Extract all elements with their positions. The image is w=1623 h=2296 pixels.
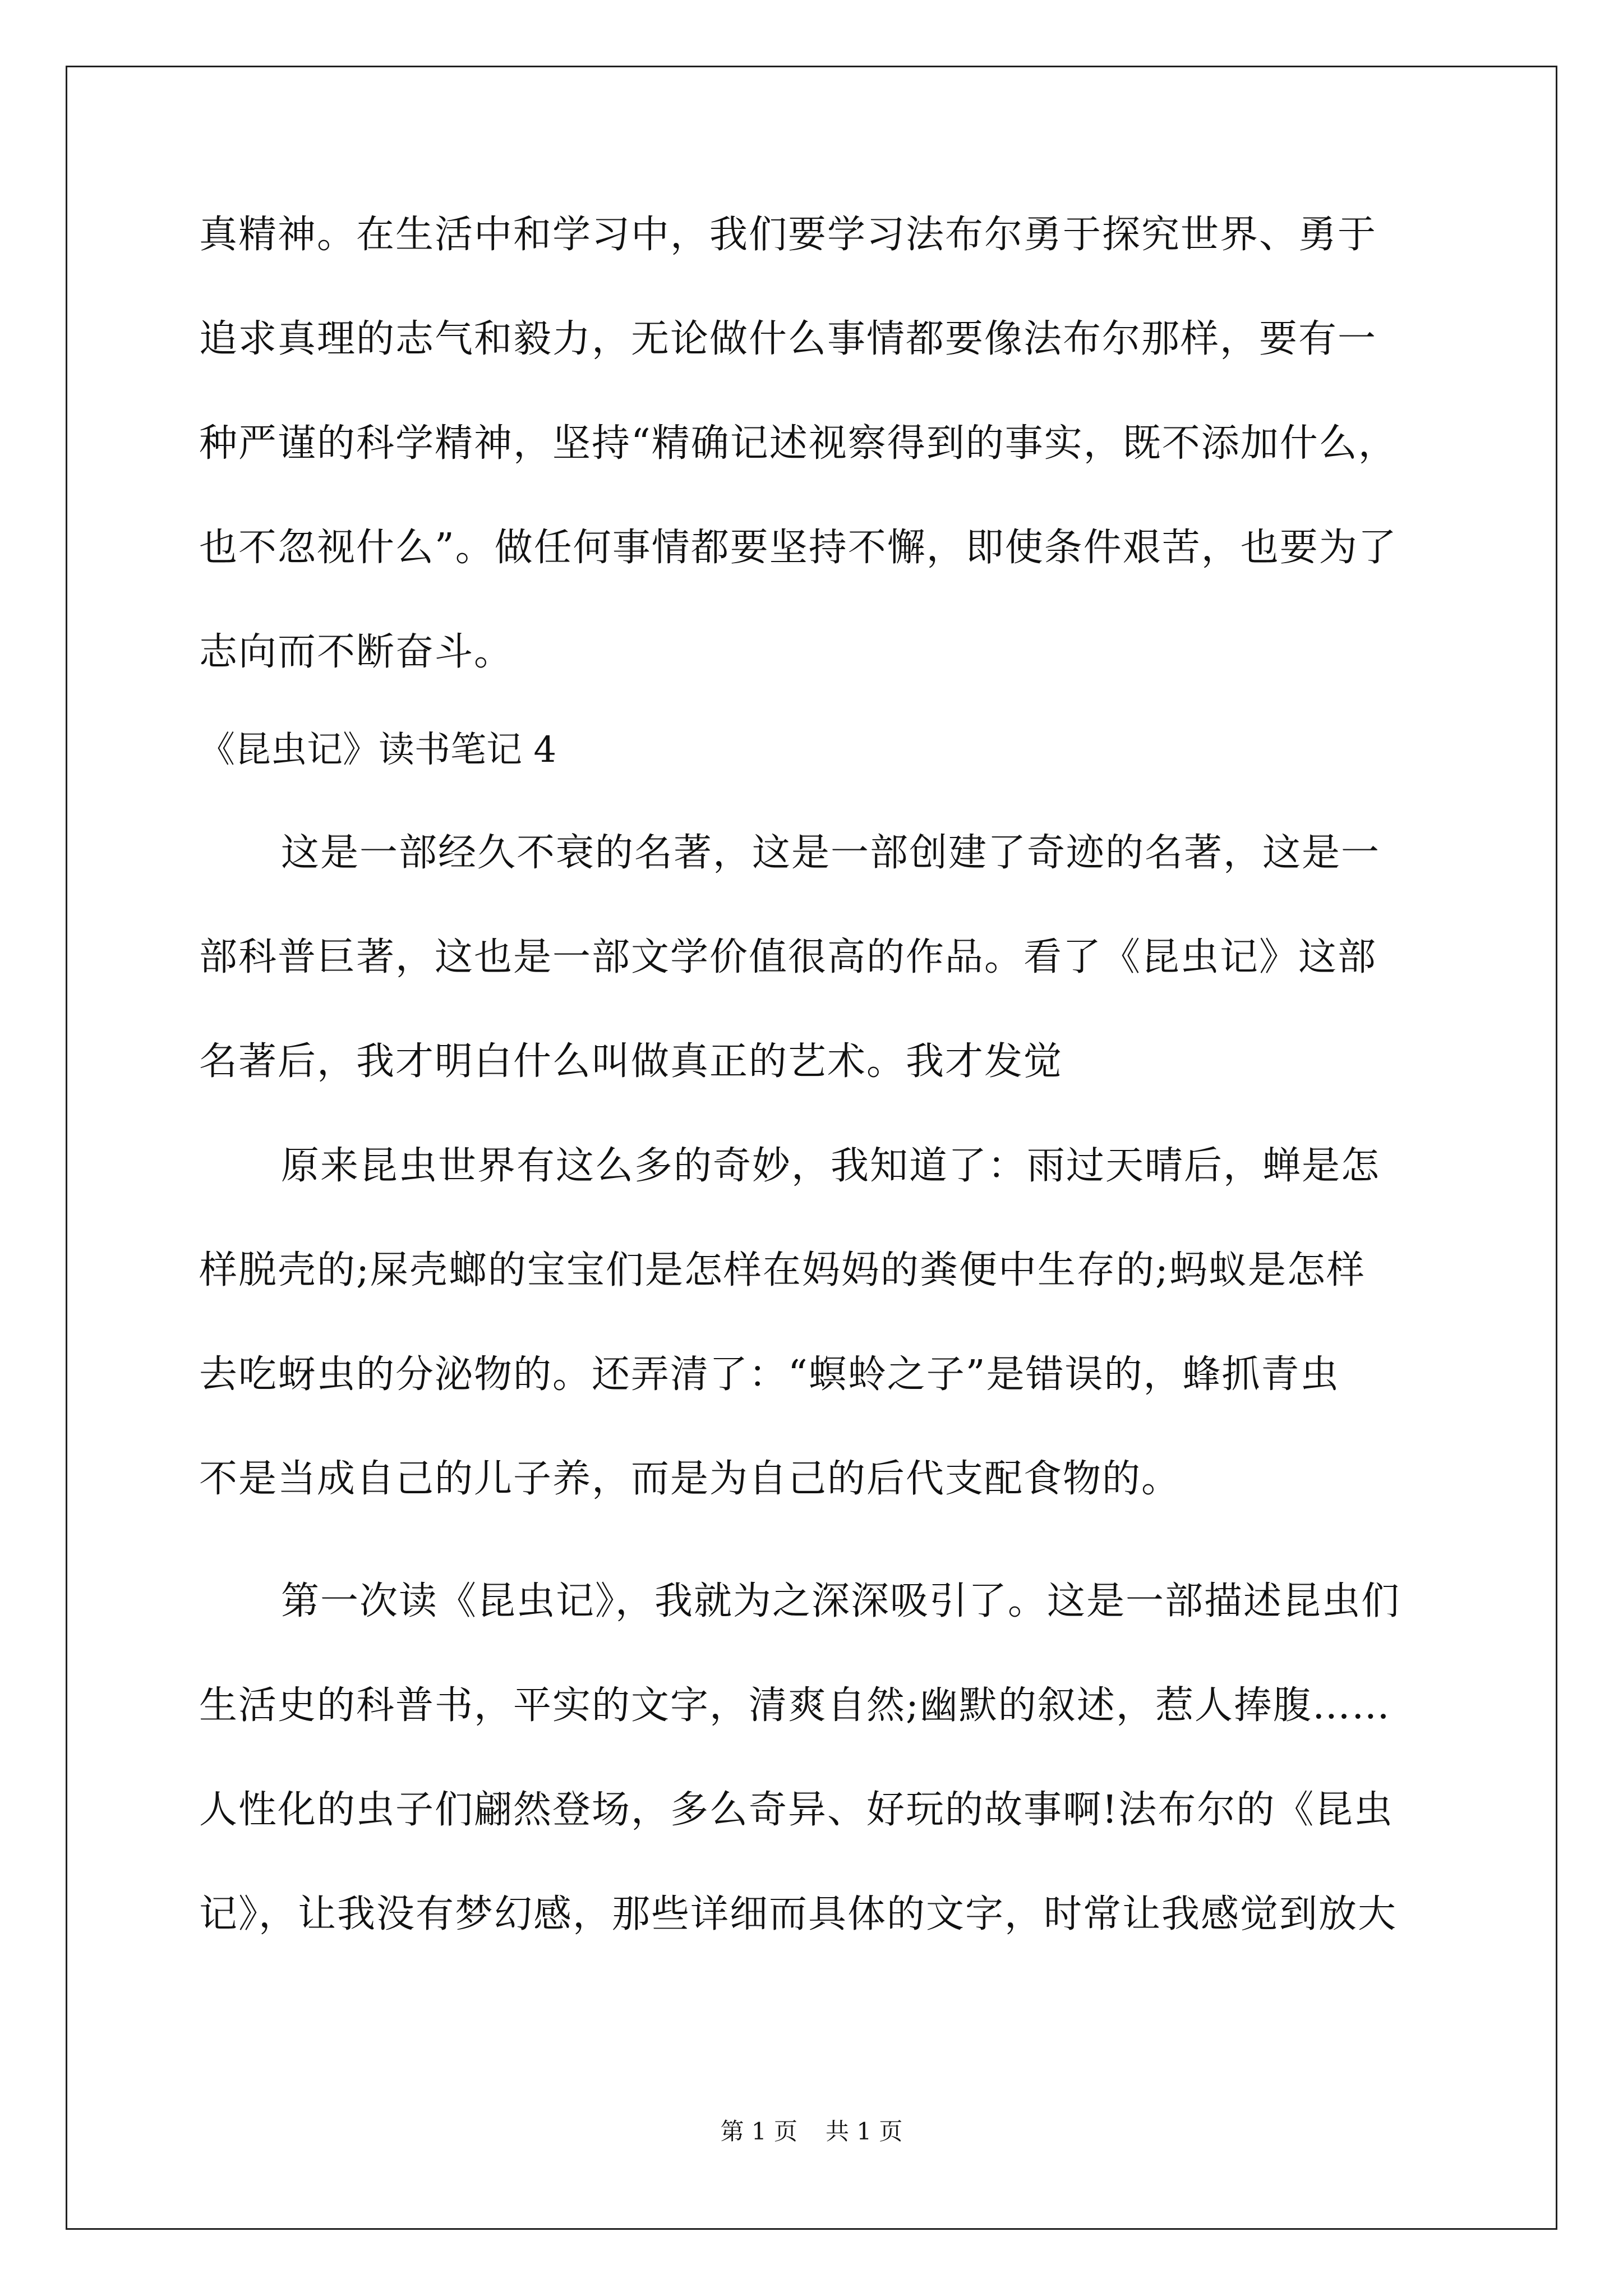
document-body: [199, 210, 1438, 1939]
page-number: 第 1 页: [720, 2118, 797, 2145]
section-heading: 《昆虫记》读书笔记 4: [199, 729, 557, 771]
text-line: 种严谨的科学精神，坚持“精确记述视察得到的事实，既不添加什么，: [199, 421, 1398, 466]
text-line: 名著后，我才明白什么叫做真正的艺术。我才发觉: [199, 1039, 1063, 1084]
page-footer: [0, 2118, 1623, 2146]
text-line: 也不忽视什么”。做任何事情都要坚持不懈，即使条件艰苦，也要为了: [199, 526, 1398, 570]
text-line: 人性化的虫子们翩然登场，多么奇异、好玩的故事啊!法布尔的《昆虫: [199, 1788, 1394, 1832]
text-line: 原来昆虫世界有这么多的奇妙，我知道了：雨过天晴后，蝉是怎: [281, 1144, 1381, 1188]
text-line: 去吃蚜虫的分泌物的。还弄清了：“螟蛉之子”是错误的，蜂抓青虫: [199, 1352, 1340, 1397]
text-line: 真精神。在生活中和学习中，我们要学习法布尔勇于探究世界、勇于: [199, 213, 1377, 257]
text-line: 追求真理的志气和毅力，无论做什么事情都要像法布尔那样，要有一: [199, 317, 1377, 361]
text-line: 样脱壳的;屎壳螂的宝宝们是怎样在妈妈的粪便中生存的;蚂蚁是怎样: [199, 1248, 1366, 1292]
text-line: 记》，让我没有梦幻感，那些详细而具体的文字，时常让我感觉到放大: [199, 1892, 1398, 1936]
text-line: 部科普巨著，这也是一部文学价值很高的作品。看了《昆虫记》这部: [199, 935, 1377, 979]
text-line: 生活史的科普书，平实的文字，清爽自然;幽默的叙述，惹人捧腹……: [199, 1683, 1391, 1728]
text-line: 第一次读《昆虫记》，我就为之深深吸引了。这是一部描述昆虫们: [281, 1579, 1401, 1623]
text-line: 不是当成自己的儿子养，而是为自己的后代支配食物的。: [199, 1457, 1181, 1501]
text-line: 这是一部经久不衰的名著，这是一部创建了奇迹的名著，这是一: [281, 831, 1381, 875]
page-total: 共 1 页: [826, 2118, 903, 2145]
text-line: 志向而不断奋斗。: [199, 630, 514, 674]
